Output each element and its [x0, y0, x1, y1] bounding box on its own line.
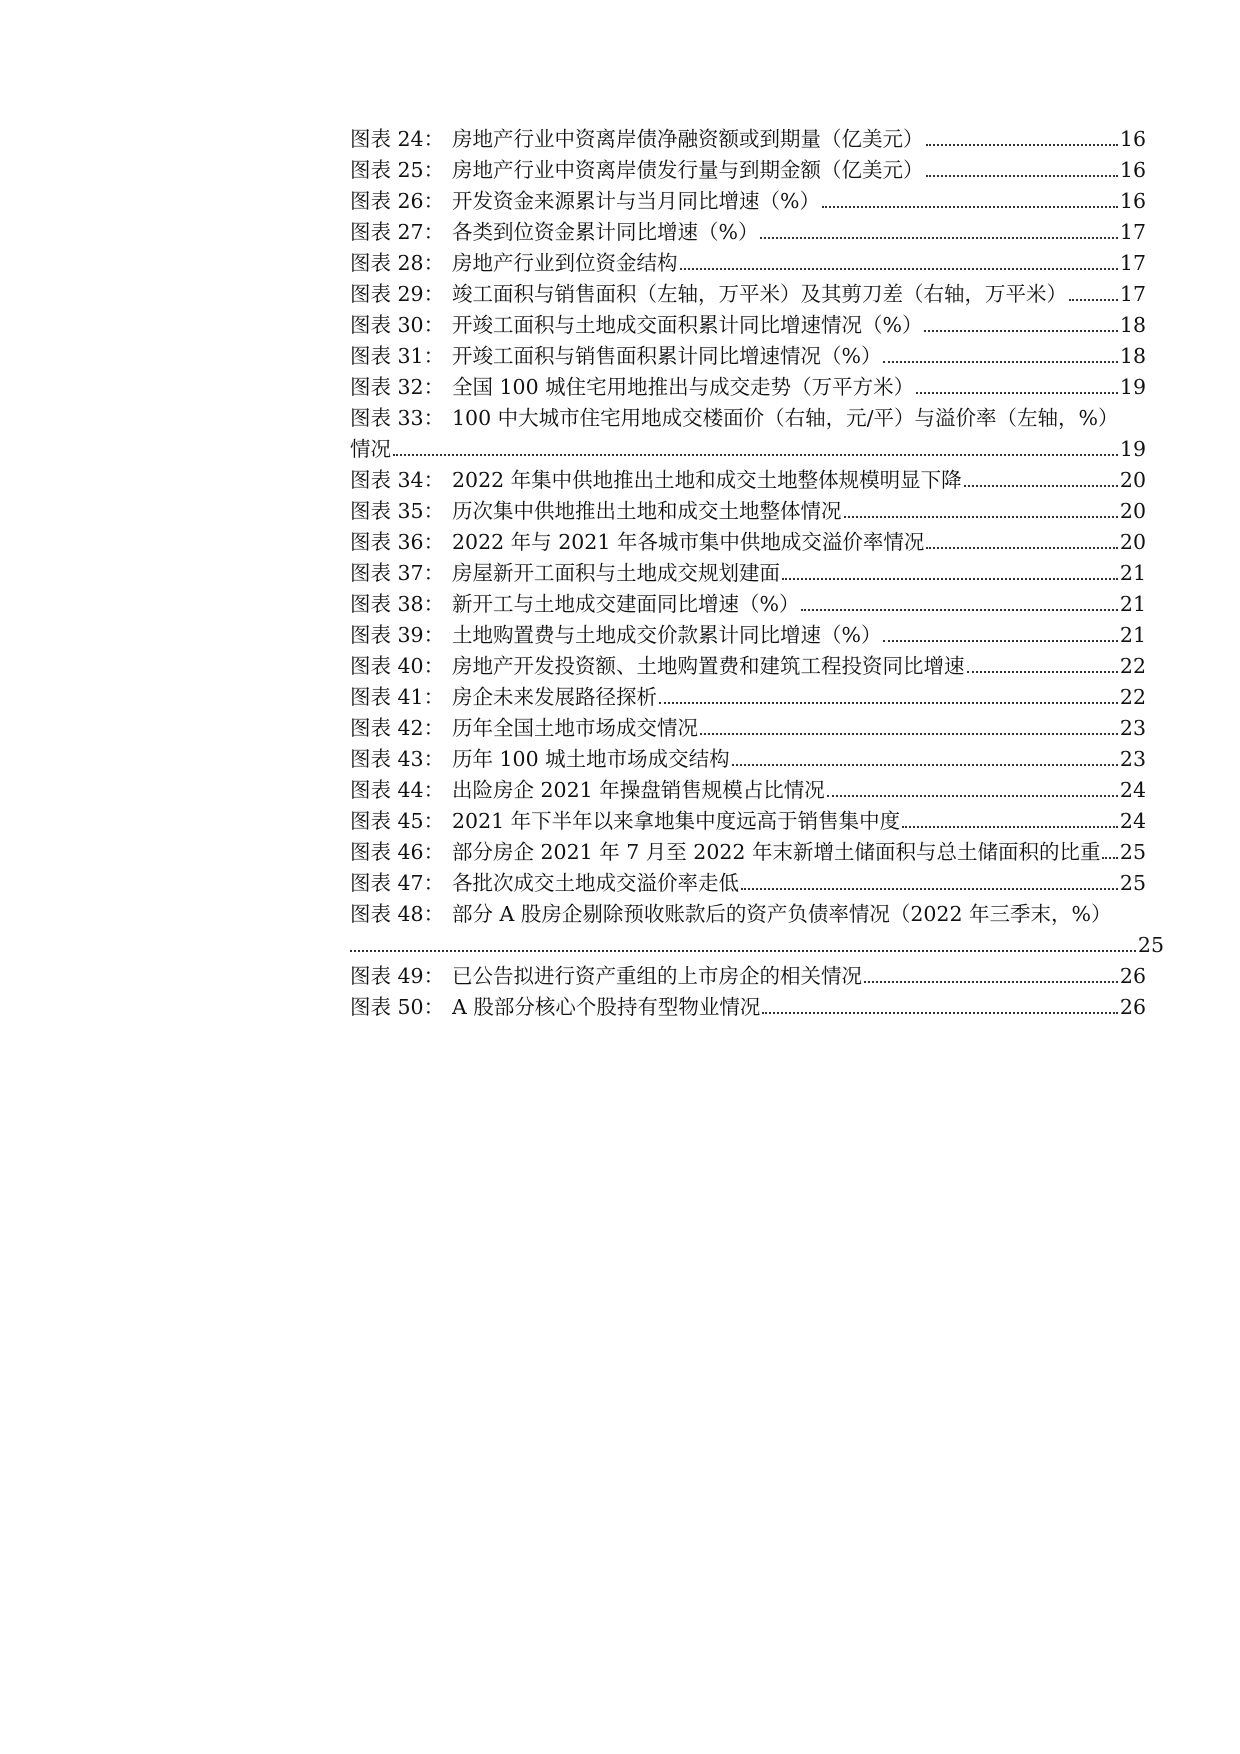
toc-entry[interactable] — [350, 186, 1146, 217]
toc-entry-page: 23 — [1119, 747, 1146, 771]
dot-leader — [964, 485, 1118, 487]
toc-entry-label: 图表 47： — [350, 871, 445, 895]
toc-entry-title: 房屋新开工面积与土地成交规划建面 — [452, 561, 780, 585]
toc-entry[interactable] — [350, 248, 1146, 279]
table-of-figures — [350, 124, 1164, 1023]
dot-leader — [680, 268, 1118, 270]
toc-entry-label: 图表 33： — [350, 406, 445, 430]
toc-entry[interactable] — [350, 279, 1146, 310]
dot-leader — [741, 888, 1118, 890]
toc-entry-page: 16 — [1119, 189, 1146, 213]
toc-entry-title: 房地产行业中资离岸债净融资额或到期量（亿美元） — [452, 127, 924, 151]
toc-entry-page: 24 — [1119, 809, 1146, 833]
toc-entry-title: 全国 100 城住宅用地推出与成交走势（万平方米） — [452, 375, 915, 399]
dot-leader — [1102, 857, 1117, 859]
toc-entry[interactable] — [350, 310, 1146, 341]
toc-entry-33[interactable] — [350, 403, 1146, 434]
toc-entry-48[interactable] — [350, 899, 1146, 930]
toc-entry[interactable] — [350, 651, 1146, 682]
dot-leader — [659, 702, 1118, 704]
toc-entry-label: 图表 35： — [350, 499, 445, 523]
toc-entry-title: 开竣工面积与土地成交面积累计同比增速情况（%） — [452, 313, 923, 337]
toc-entry-page: 17 — [1119, 220, 1146, 244]
toc-entry-title: A 股部分核心个股持有型物业情况 — [452, 995, 761, 1019]
toc-entry-page: 25 — [1137, 933, 1164, 957]
toc-entry-page: 18 — [1119, 344, 1146, 368]
toc-entry-title: 已公告拟进行资产重组的上市房企的相关情况 — [452, 964, 862, 988]
toc-entry[interactable] — [350, 620, 1146, 651]
toc-entry[interactable] — [350, 527, 1146, 558]
toc-entry-title: 房地产行业中资离岸债发行量与到期金额（亿美元） — [452, 158, 924, 182]
toc-entry[interactable] — [350, 713, 1146, 744]
toc-entry[interactable] — [350, 744, 1146, 775]
toc-entry[interactable] — [350, 558, 1146, 589]
toc-entry[interactable] — [350, 496, 1146, 527]
toc-entry-label: 图表 34： — [350, 468, 445, 492]
toc-entry-title: 部分房企 2021 年 7 月至 2022 年末新增土储面积与总土储面积的比重 — [452, 840, 1101, 864]
toc-entry[interactable] — [350, 961, 1146, 992]
toc-entry-title: 部分 A 股房企剔除预收账款后的资产负债率情况（2022 年三季末，%） — [452, 902, 1112, 926]
toc-entry-title: 历次集中供地推出土地和成交土地整体情况 — [452, 499, 842, 523]
toc-entry-label: 图表 27： — [350, 220, 445, 244]
toc-entry-page: 22 — [1119, 685, 1146, 709]
toc-entry-label: 图表 43： — [350, 747, 445, 771]
dot-leader — [924, 330, 1117, 332]
toc-entry-title: 2021 年下半年以来拿地集中度远高于销售集中度 — [452, 809, 901, 833]
dot-leader — [883, 640, 1117, 642]
toc-entry-label: 图表 46： — [350, 840, 445, 864]
toc-entry-page: 25 — [1119, 871, 1146, 895]
toc-entry-title: 房地产行业到位资金结构 — [452, 251, 678, 275]
toc-entry-label: 图表 25： — [350, 158, 445, 182]
dot-leader — [801, 609, 1117, 611]
toc-entry-label: 图表 40： — [350, 654, 445, 678]
toc-entry[interactable] — [350, 837, 1146, 868]
toc-entry-label: 图表 31： — [350, 344, 445, 368]
toc-entry[interactable] — [350, 868, 1146, 899]
toc-entry-title: 土地购置费与土地成交价款累计同比增速（%） — [452, 623, 882, 647]
toc-entry-page: 21 — [1119, 592, 1146, 616]
toc-entry-page: 17 — [1119, 282, 1146, 306]
dot-leader — [822, 206, 1118, 208]
toc-entry-title: 100 中大城市住宅用地成交楼面价（右轴，元/平）与溢价率（左轴，%） — [452, 406, 1119, 430]
toc-entry-title-continued: 情况 — [350, 437, 391, 461]
toc-entry-label: 图表 38： — [350, 592, 445, 616]
toc-entry-label: 图表 48： — [350, 902, 445, 926]
dot-leader — [350, 950, 1136, 952]
dot-leader — [782, 578, 1118, 580]
toc-entry-page: 16 — [1119, 158, 1146, 182]
toc-entry-label: 图表 44： — [350, 778, 445, 802]
dot-leader — [967, 671, 1118, 673]
dot-leader — [1069, 299, 1118, 301]
dot-leader — [762, 1012, 1118, 1014]
toc-entry-page: 21 — [1119, 561, 1146, 585]
dot-leader — [926, 144, 1118, 146]
toc-entry-page: 25 — [1119, 840, 1146, 864]
toc-entry-page: 24 — [1119, 778, 1146, 802]
dot-leader — [827, 795, 1118, 797]
toc-entry-label: 图表 36： — [350, 530, 445, 554]
toc-entry-page: 20 — [1119, 530, 1146, 554]
toc-entry-title: 竣工面积与销售面积（左轴，万平米）及其剪刀差（右轴，万平米） — [452, 282, 1067, 306]
dot-leader — [864, 981, 1118, 983]
toc-entry-label: 图表 30： — [350, 313, 445, 337]
toc-entry-title: 2022 年与 2021 年各城市集中供地成交溢价率情况 — [452, 530, 925, 554]
toc-entry-48-continued[interactable] — [350, 930, 1164, 961]
toc-entry-title: 房企未来发展路径探析 — [452, 685, 657, 709]
toc-entry-page: 18 — [1119, 313, 1146, 337]
toc-entry-page: 23 — [1119, 716, 1146, 740]
toc-entry-label: 图表 24： — [350, 127, 445, 151]
toc-entry[interactable] — [350, 775, 1146, 806]
toc-entry[interactable] — [350, 217, 1146, 248]
toc-entry[interactable] — [350, 465, 1146, 496]
toc-entry-page: 20 — [1119, 499, 1146, 523]
dot-leader — [760, 237, 1117, 239]
toc-entry-label: 图表 49： — [350, 964, 445, 988]
toc-entry-title: 2022 年集中供地推出土地和成交土地整体规模明显下降 — [452, 468, 962, 492]
toc-entry-title: 开发资金来源累计与当月同比增速（%） — [452, 189, 820, 213]
toc-entry-label: 图表 26： — [350, 189, 445, 213]
toc-entry-title: 历年 100 城土地市场成交结构 — [452, 747, 730, 771]
dot-leader — [732, 764, 1118, 766]
toc-entry-label: 图表 39： — [350, 623, 445, 647]
toc-entry-title: 各类到位资金累计同比增速（%） — [452, 220, 759, 244]
toc-entry[interactable] — [350, 155, 1146, 186]
dot-leader — [902, 826, 1118, 828]
dot-leader — [393, 454, 1118, 456]
toc-entry-page: 26 — [1119, 995, 1146, 1019]
toc-entry-label: 图表 41： — [350, 685, 445, 709]
dot-leader — [700, 733, 1118, 735]
toc-entry-page: 21 — [1119, 623, 1146, 647]
toc-entry-page: 19 — [1119, 375, 1146, 399]
toc-entry-label: 图表 45： — [350, 809, 445, 833]
toc-entry-label: 图表 32： — [350, 375, 445, 399]
toc-entry[interactable] — [350, 992, 1146, 1023]
dot-leader — [844, 516, 1118, 518]
toc-entry[interactable] — [350, 124, 1146, 155]
toc-entry-label: 图表 42： — [350, 716, 445, 740]
toc-entry[interactable] — [350, 341, 1146, 372]
toc-entry-page: 17 — [1119, 251, 1146, 275]
toc-entry-label: 图表 29： — [350, 282, 445, 306]
dot-leader — [883, 361, 1117, 363]
toc-entry-title: 各批次成交土地成交溢价率走低 — [452, 871, 739, 895]
toc-entry-page: 26 — [1119, 964, 1146, 988]
toc-entry-title: 开竣工面积与销售面积累计同比增速情况（%） — [452, 344, 882, 368]
toc-entry[interactable] — [350, 589, 1146, 620]
toc-entry-page: 22 — [1119, 654, 1146, 678]
toc-entry[interactable] — [350, 372, 1146, 403]
toc-entry[interactable] — [350, 806, 1146, 837]
toc-entry-page: 19 — [1119, 437, 1146, 461]
toc-entry-title: 新开工与土地成交建面同比增速（%） — [452, 592, 800, 616]
dot-leader — [926, 547, 1118, 549]
toc-entry-label: 图表 37： — [350, 561, 445, 585]
toc-entry-page: 20 — [1119, 468, 1146, 492]
toc-entry[interactable] — [350, 682, 1146, 713]
toc-entry-title: 房地产开发投资额、土地购置费和建筑工程投资同比增速 — [452, 654, 965, 678]
toc-entry-page: 16 — [1119, 127, 1146, 151]
toc-entry-label: 图表 50： — [350, 995, 445, 1019]
toc-entry-33-continued[interactable] — [350, 434, 1146, 465]
toc-entry-label: 图表 28： — [350, 251, 445, 275]
toc-entry-title: 历年全国土地市场成交情况 — [452, 716, 698, 740]
dot-leader — [926, 175, 1118, 177]
dot-leader — [916, 392, 1118, 394]
toc-entry-title: 出险房企 2021 年操盘销售规模占比情况 — [452, 778, 825, 802]
